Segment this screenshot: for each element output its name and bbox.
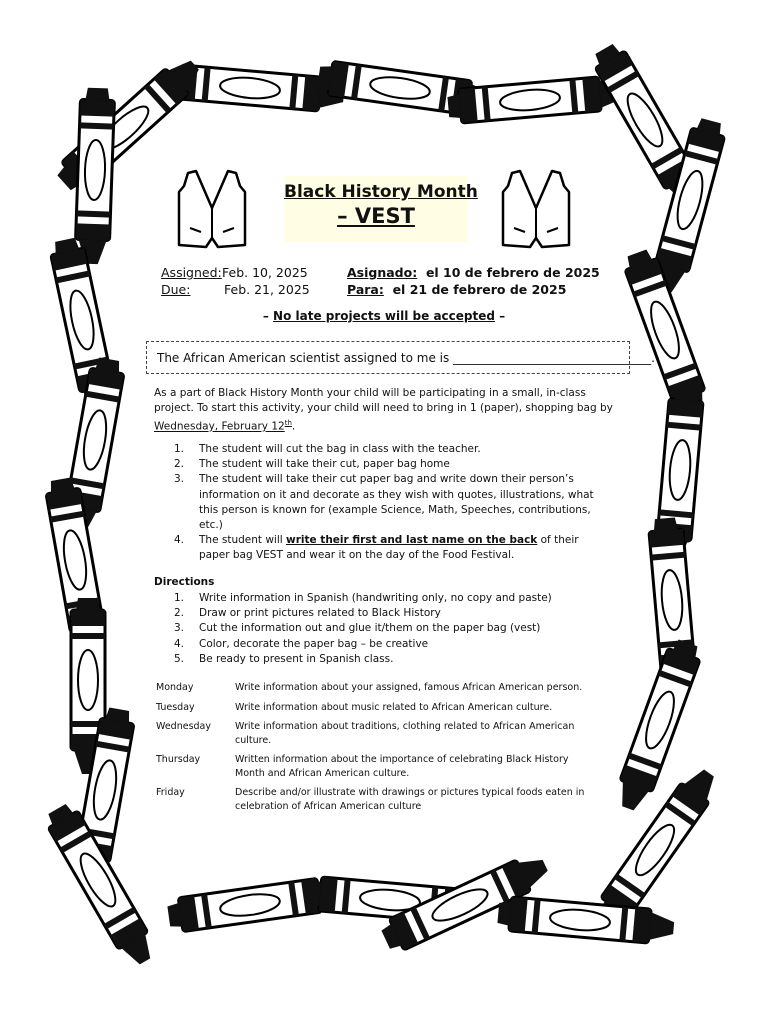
direction-number: 3. xyxy=(174,622,185,635)
step-text: The student will take their cut, paper bag home xyxy=(199,458,450,471)
schedule-row xyxy=(156,786,596,813)
list-item xyxy=(174,472,594,533)
asignado-value: el 10 de febrero de 2025 xyxy=(425,265,600,280)
late-text: No late projects will be accepted xyxy=(273,309,495,323)
direction-number: 2. xyxy=(174,607,185,620)
direction-text: Be ready to present in Spanish class. xyxy=(199,652,394,665)
schedule-day: Thursday xyxy=(156,754,201,765)
scientist-line xyxy=(157,351,655,365)
direction-text: Write information in Spanish (handwriting only, no copy and paste) xyxy=(199,592,552,604)
step-number: 3. xyxy=(174,473,185,486)
vest-icon-left xyxy=(176,168,248,250)
list-item xyxy=(174,457,594,472)
schedule-desc: Written information about the importance of celebrating Black History Month and African American culture. xyxy=(235,754,569,779)
intro-date-sup: th xyxy=(284,419,292,427)
title-line2: – VEST xyxy=(337,204,415,228)
title-line1: Black History Month xyxy=(284,182,478,202)
schedule-desc: Write information about music related to African American culture. xyxy=(235,701,553,713)
late-dash-left: – xyxy=(262,309,269,323)
step-text: The student will take their cut paper bag and write down their person’s information on it and decorate as they wish with quotes, illustrations, what this person is known for (example Science, Math, Speeches, contributions, etc.) xyxy=(199,473,594,532)
directions-list xyxy=(174,591,594,667)
list-item xyxy=(174,533,594,563)
list-item xyxy=(174,652,594,667)
due-value: Feb. 21, 2025 xyxy=(224,282,310,297)
para-value: el 21 de febrero de 2025 xyxy=(392,282,567,297)
directions-heading: Directions xyxy=(154,576,215,588)
late-notice xyxy=(150,309,618,323)
step-number: 4. xyxy=(174,534,185,547)
schedule-row xyxy=(156,701,596,715)
dates-spanish xyxy=(347,264,600,298)
scientist-blank[interactable]: _________________________________. xyxy=(453,351,655,365)
list-item xyxy=(174,591,594,606)
direction-text: Color, decorate the paper bag – be creative xyxy=(199,637,429,650)
schedule-day: Monday xyxy=(156,682,194,693)
direction-number: 4. xyxy=(174,637,185,650)
step-text: The student will cut the bag in class with the teacher. xyxy=(199,443,481,455)
intro-paragraph xyxy=(154,386,624,435)
list-item xyxy=(174,606,594,621)
intro-period: . xyxy=(291,420,296,433)
schedule-desc: Write information about traditions, clothing related to African American culture. xyxy=(235,721,575,746)
step-number: 2. xyxy=(174,458,185,471)
direction-text: Cut the information out and glue it/them on the paper bag (vest) xyxy=(199,622,541,635)
asignado-label: Asignado: xyxy=(347,265,418,280)
schedule-day: Wednesday xyxy=(156,721,212,732)
schedule-row xyxy=(156,681,596,695)
schedule-day: Tuesday xyxy=(156,701,195,713)
vest-icon-right xyxy=(500,168,572,250)
intro-date: Wednesday, February 12 xyxy=(154,420,285,433)
direction-number: 1. xyxy=(174,592,185,604)
due-label: Due: xyxy=(161,282,191,297)
late-dash-right: – xyxy=(499,309,506,323)
direction-number: 5. xyxy=(174,652,185,665)
schedule-desc: Write information about your assigned, famous African American person. xyxy=(235,682,583,693)
schedule-row xyxy=(156,720,596,747)
direction-text: Draw or print pictures related to Black History xyxy=(199,607,441,620)
step-text-post: of their paper bag VEST and wear it on the day of the Food Festival. xyxy=(199,534,579,562)
scientist-box xyxy=(146,341,655,374)
intro-text: As a part of Black History Month your child will be participating in a small, in-class project. To start this activity, your child will need to bring in 1 (paper), shopping bag by xyxy=(154,387,613,414)
para-label: Para: xyxy=(347,282,384,297)
step-text-bold: write their first and last name on the back xyxy=(286,534,538,547)
schedule-desc: Describe and/or illustrate with drawings or pictures typical foods eaten in celebration of African American culture xyxy=(235,787,585,812)
list-item xyxy=(174,621,594,636)
title-box xyxy=(284,176,478,242)
step-text-pre: The student will xyxy=(199,534,287,547)
dates-english xyxy=(161,264,310,298)
schedule-row xyxy=(156,753,596,780)
assigned-value: Feb. 10, 2025 xyxy=(222,265,308,280)
scientist-text: The African American scientist assigned to me is xyxy=(157,351,450,365)
weekly-schedule xyxy=(156,681,596,819)
steps-list xyxy=(174,442,594,564)
list-item xyxy=(174,637,594,652)
schedule-day: Friday xyxy=(156,787,185,798)
step-number: 1. xyxy=(174,443,185,455)
list-item xyxy=(174,442,594,457)
assigned-label: Assigned: xyxy=(161,265,222,280)
